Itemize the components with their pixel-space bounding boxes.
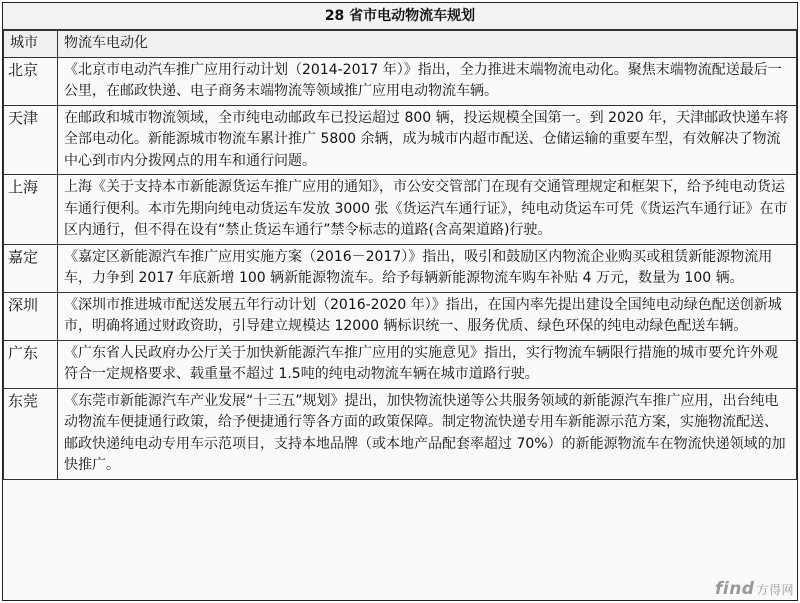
header-city: 城市 [4,31,58,58]
table-row [4,57,797,105]
table-row [4,340,797,388]
city-cell: 广东 [4,340,58,388]
table-row [4,244,797,292]
policy-cell: 《广东省人民政府办公厅关于加快新能源汽车推广应用的实施意见》指出，实行物流车辆限行措施的城市要允许外观符合一定规格要求、载重量不超过 1.5吨的纯电动物流车辆在城市道路行驶。 [58,340,797,388]
city-cell: 深圳 [4,292,58,340]
header-electrification: 物流车电动化 [58,31,797,58]
policy-cell: 在邮政和城市物流领域，全市纯电动邮政车已投运超过 800 辆，投运规模全国第一。到 2020 年，天津邮政快递车将全部电动化。新能源城市物流车累计推广 5800 余辆，成为城市内超市配送、仓储运输的重要车型，有效解决了物流中心到市内分拨网点的用车和通行问题。 [58,105,797,175]
site-watermark-logo [715,579,794,599]
policy-table [3,30,797,480]
header-row [4,31,797,58]
table-row [4,292,797,340]
table-row [4,388,797,479]
watermark-brand-cn: 方得网 [756,583,794,597]
policy-cell: 《深圳市推进城市配送发展五年行动计划（2016-2020 年）》指出，在国内率先提出建设全国纯电动绿色配送创新城市，明确将通过财政资助，引导建立规模达 12000 辆标识统一、服务优质、绿色环保的纯电动绿色配送车辆。 [58,292,797,340]
watermark-brand: find [714,579,755,599]
policy-cell: 《东莞市新能源汽车产业发展“十三五”规划》提出，加快物流快递等公共服务领域的新能源汽车推广应用，出台纯电动物流车便捷通行政策，给予便捷通行等各方面的政策保障。制定物流快递专用车新能源示范方案，实施物流配送、邮政快递纯电动专用车示范项目，支持本地品牌（或本地产品配套率超过 70%）的新能源物流车在物流快递领域的加快推广。 [58,388,797,479]
table-row [4,105,797,175]
policy-cell: 《北京市电动汽车推广应用行动计划（2014-2017 年）》指出，全力推进末端物流电动化。聚焦末端物流配送最后一公里，在邮政快递、电子商务末端物流等领域推广应用电动物流车辆。 [58,57,797,105]
city-cell: 天津 [4,105,58,175]
city-cell: 东莞 [4,388,58,479]
table-row [4,175,797,245]
policy-table-container [2,2,798,601]
city-cell: 嘉定 [4,244,58,292]
city-cell: 上海 [4,175,58,245]
policy-cell: 《嘉定区新能源汽车推广应用实施方案（2016－2017）》指出，吸引和鼓励区内物流企业购买或租赁新能源物流用车，力争到 2017 年底新增 100 辆新能源物流车。给予每辆新能源物流车购车补贴 4 万元，数量为 100 辆。 [58,244,797,292]
city-cell: 北京 [4,57,58,105]
policy-cell: 上海《关于支持本市新能源货运车推广应用的通知》，市公安交管部门在现有交通管理规定和框架下，给予纯电动货运车通行便利。本市先期向纯电动货运车发放 3000 张《货运汽车通行证》，纯电动货运车可凭《货运汽车通行证》在市区内通行，但不得在设有“禁止货运车通行”禁令标志的道路(含高架道路)行驶。 [58,175,797,245]
table-title: 28 省市电动物流车规划 [3,3,797,30]
